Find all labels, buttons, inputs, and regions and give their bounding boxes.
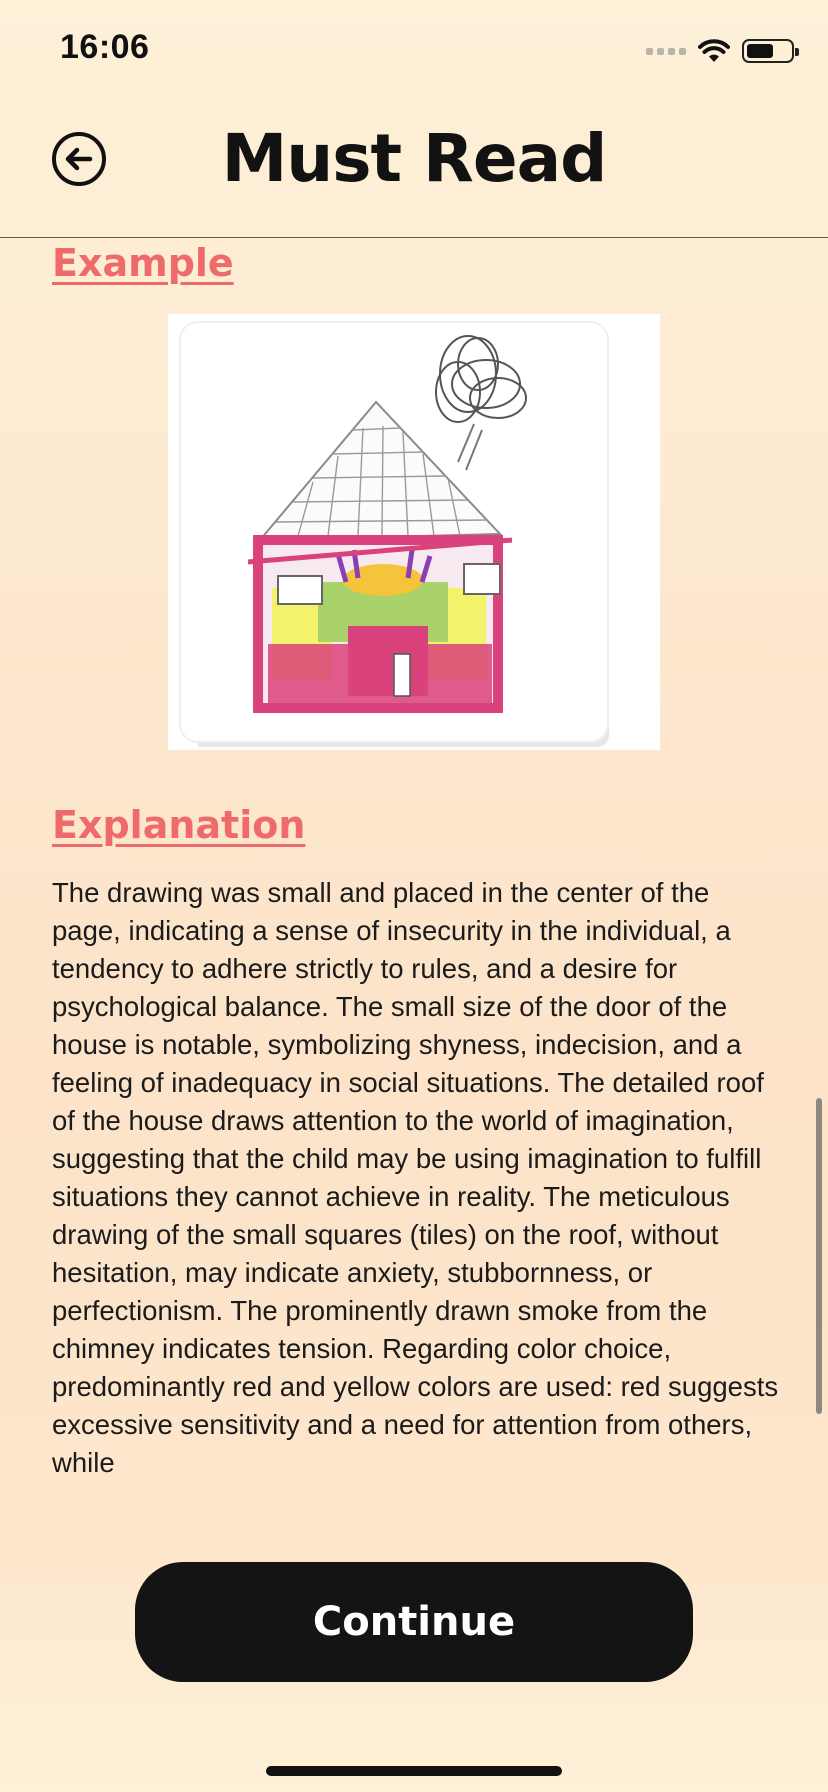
status-time: 16:06 — [60, 28, 150, 66]
content-scroll-area[interactable] — [52, 238, 782, 1510]
page-title: Must Read — [221, 120, 607, 197]
home-indicator[interactable] — [266, 1766, 562, 1776]
explanation-heading: Explanation — [52, 803, 306, 847]
explanation-text: The drawing was small and placed in the center of the page, indicating a sense of insecurity in the individual, a tendency to adhere strictly to rules, and a desire for psychological balance. The small size of the door of the house is notable, symbolizing shyness, indecision, and a feeling of inadequacy in social situations. The detailed roof of the house draws attention to the world of imagination, suggesting that the child may be using imagination to fulfill situations they cannot achieve in reality. The meticulous drawing of the small squares (tiles) on the roof, without hesitation, may indicate anxiety, stubbornness, or perfectionism. The prominently drawn smoke from the chimney indicates tension. Regarding color choice, predominantly red and yellow colors are used: red suggests excessive sensitivity and a need for attention from others, while — [52, 877, 779, 1478]
header — [0, 100, 828, 238]
signal-icon — [646, 48, 686, 55]
example-heading: Example — [52, 241, 234, 285]
continue-button[interactable]: Continue — [135, 1562, 693, 1682]
status-icons — [646, 36, 794, 66]
wifi-icon — [698, 38, 730, 64]
house-drawing-image — [168, 314, 660, 750]
battery-icon — [742, 39, 794, 63]
status-bar — [0, 0, 828, 100]
scrollbar[interactable] — [816, 1098, 822, 1414]
